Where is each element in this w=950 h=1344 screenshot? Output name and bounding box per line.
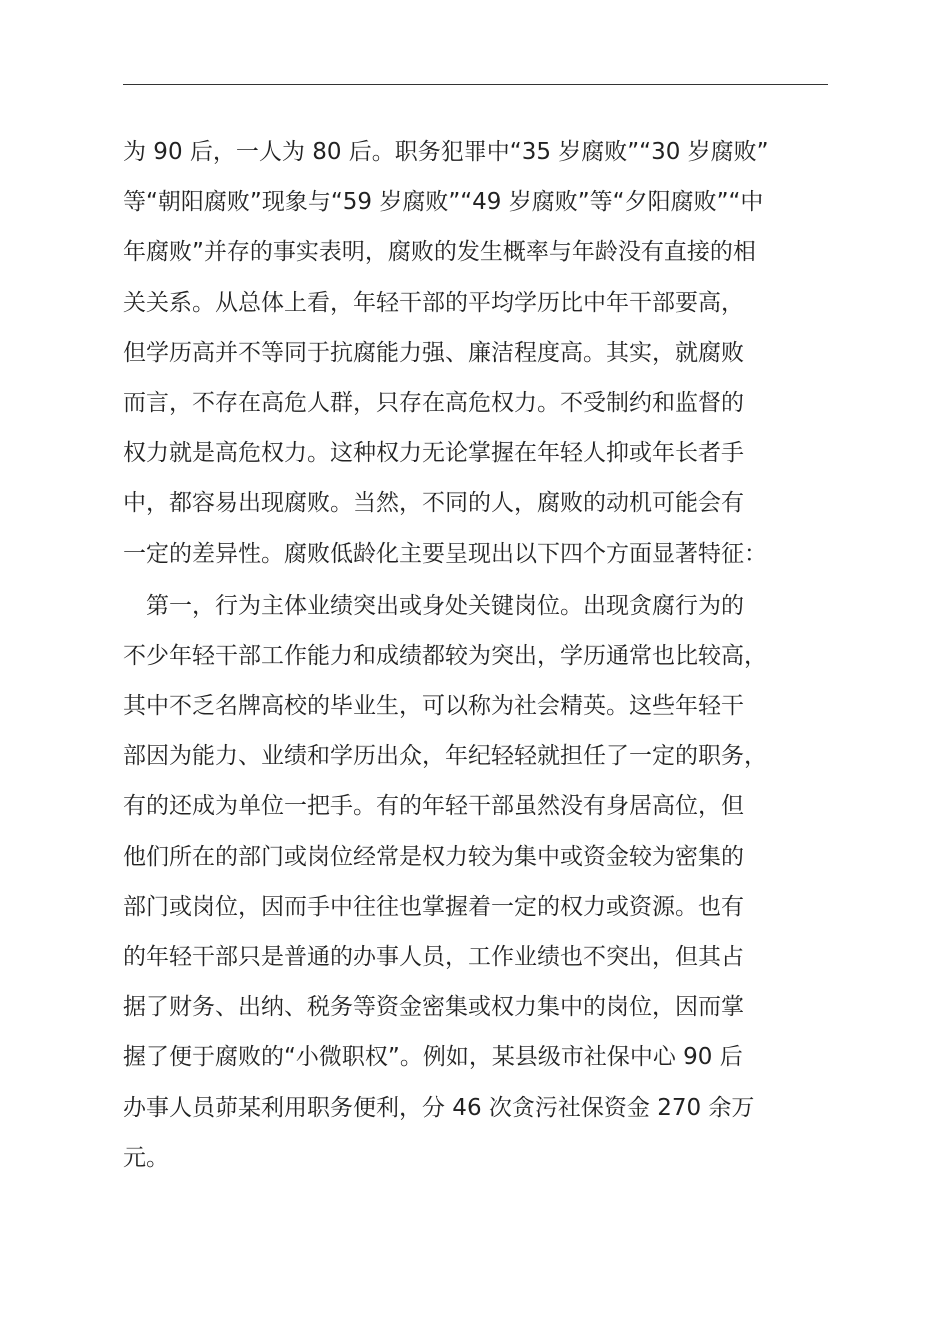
text-line: 据了财务、出纳、税务等资金密集或权力集中的岗位，因而掌 [123, 994, 744, 1021]
text-line: 权力就是高危权力。这种权力无论掌握在年轻人抑或年长者手 [123, 440, 744, 467]
text-line: 一定的差异性。腐败低龄化主要呈现出以下四个方面显著特征： [123, 540, 767, 567]
text-line: 他们所在的部门或岗位经常是权力较为集中或资金较为密集的 [123, 843, 744, 870]
text-line: 其中不乏名牌高校的毕业生，可以称为社会精英。这些年轻干 [123, 693, 744, 720]
text-line: 元。 [123, 1144, 169, 1171]
text-line: 等“朝阳腐败”现象与“59 岁腐败”“49 岁腐败”等“夕阳腐败”“中 [123, 189, 764, 216]
text-line: 部门或岗位，因而手中往往也掌握着一定的权力或资源。也有 [123, 893, 744, 920]
text-line: 年腐败”并存的事实表明，腐败的发生概率与年龄没有直接的相 [123, 239, 756, 266]
text-line: 中，都容易出现腐败。当然，不同的人，腐败的动机可能会有 [123, 490, 744, 517]
text-line: 但学历高并不等同于抗腐能力强、廉洁程度高。其实，就腐败 [123, 339, 744, 366]
text-line: 不少年轻干部工作能力和成绩都较为突出，学历通常也比较高， [123, 642, 767, 669]
body-text [123, 127, 843, 1183]
text-line: 握了便于腐败的“小微职权”。例如，某县级市社保中心 90 后 [123, 1044, 743, 1071]
header-rule [123, 84, 828, 85]
text-line: 第一，行为主体业绩突出或身处关键岗位。出现贪腐行为的 [123, 592, 744, 619]
text-line: 关关系。从总体上看，年轻干部的平均学历比中年干部要高， [123, 289, 744, 316]
text-line: 部因为能力、业绩和学历出众，年纪轻轻就担任了一定的职务， [123, 743, 767, 770]
text-line: 的年轻干部只是普通的办事人员，工作业绩也不突出，但其占 [123, 944, 744, 970]
text-line: 办事人员茆某利用职务便利，分 46 次贪污社保资金 270 余万 [123, 1094, 755, 1121]
text-line: 为 90 后，一人为 80 后。职务犯罪中“35 岁腐败”“30 岁腐败” [123, 139, 769, 165]
text-line: 有的还成为单位一把手。有的年轻干部虽然没有身居高位，但 [123, 793, 744, 820]
text-line: 而言，不存在高危人群，只存在高危权力。不受制约和监督的 [123, 389, 744, 416]
